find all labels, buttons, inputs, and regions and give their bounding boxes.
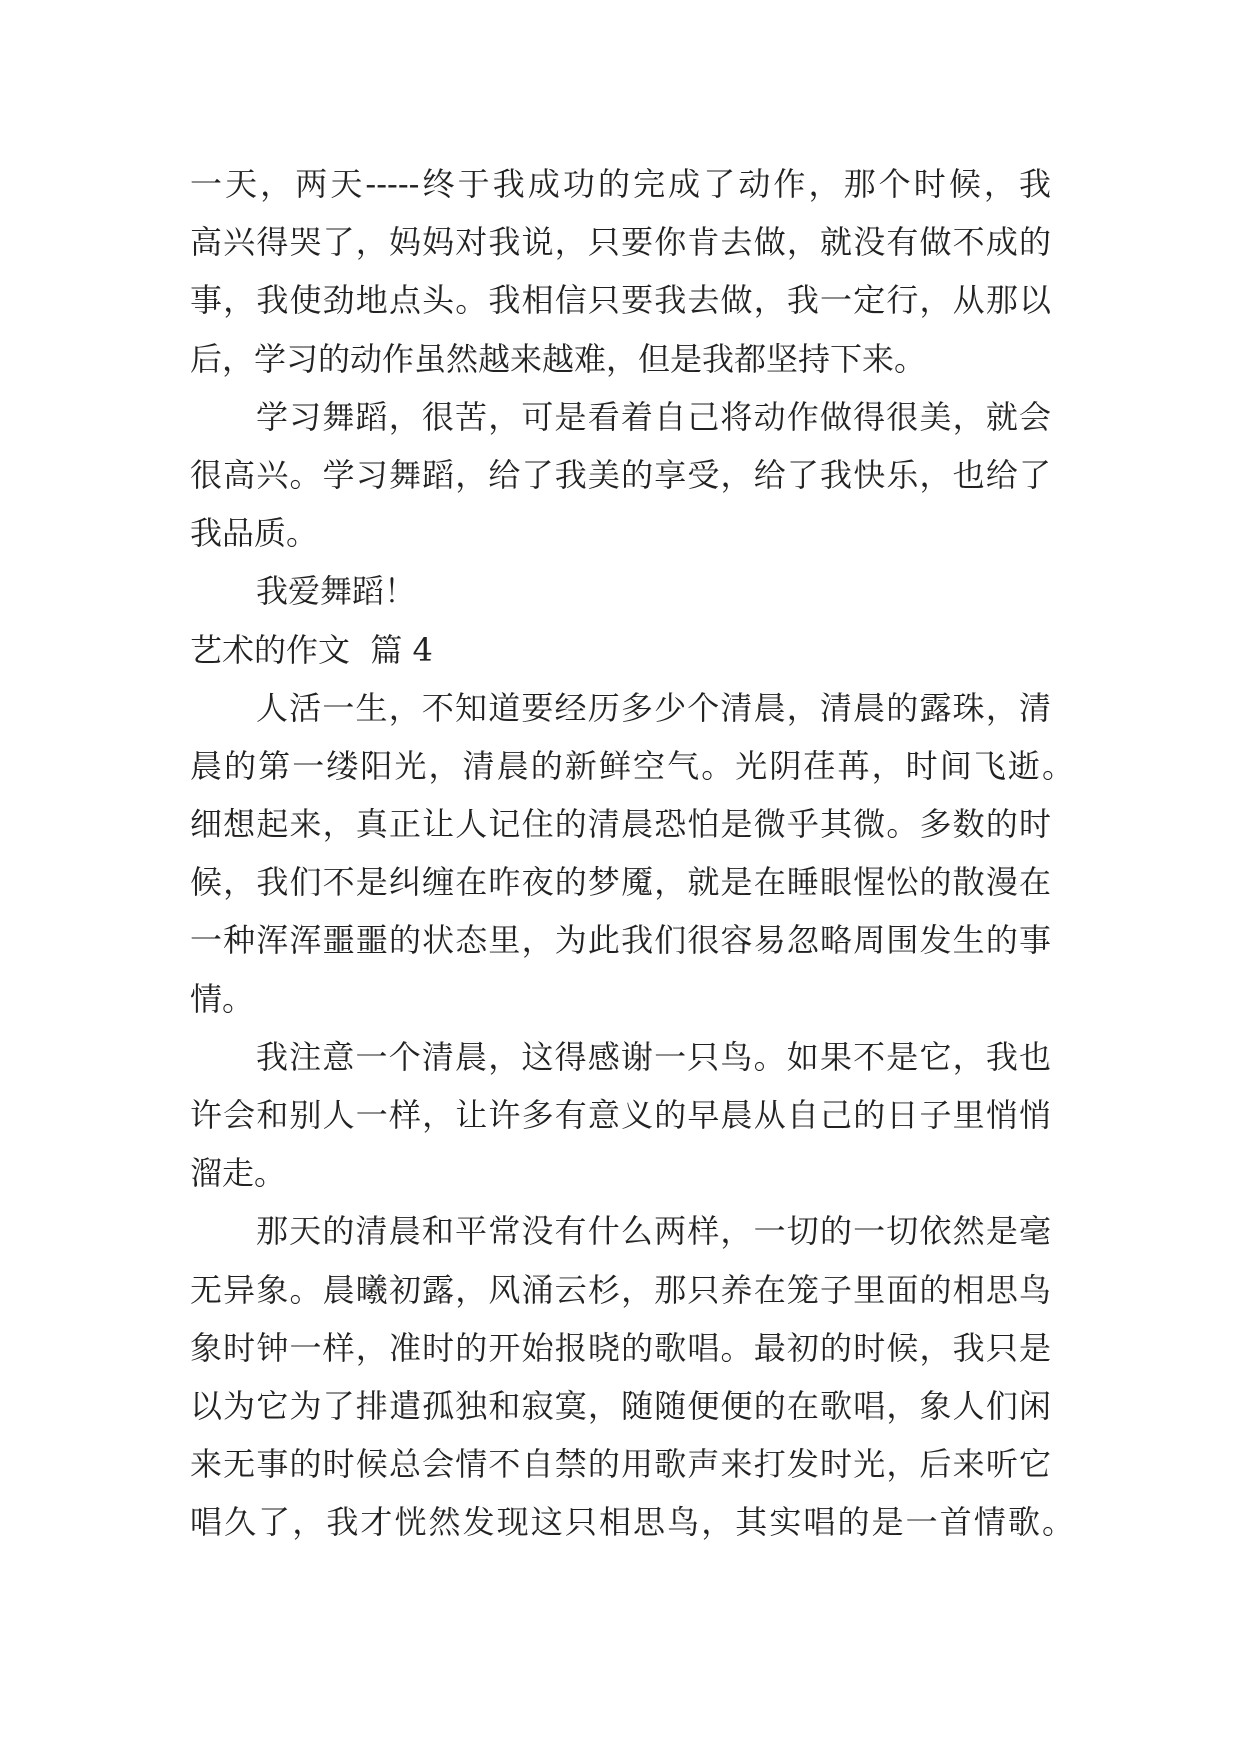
paragraph (190, 679, 1074, 1028)
text-line: 学习舞蹈，很苦，可是看着自己将动作做得很美，就会 (256, 397, 1051, 436)
paragraph (190, 388, 1051, 563)
text-line: 情。 (190, 979, 255, 1018)
essay-section (190, 621, 1074, 1552)
text-line: 事，我使劲地点头。我相信只要我去做，我一定行，从那以 (190, 281, 1051, 320)
text-line: 我品质。 (190, 514, 319, 553)
paragraph (190, 1028, 1051, 1203)
text-line: 象时钟一样，准时的开始报晓的歌唱。最初的时候，我只是 (190, 1328, 1051, 1367)
text-line: 一种浑浑噩噩的状态里，为此我们很容易忽略周围发生的事 (190, 921, 1051, 960)
text-line: 一天，两天-----终于我成功的完成了动作，那个时候，我 (190, 165, 1051, 203)
continued-text (190, 155, 1051, 621)
text-line: 候，我们不是纠缠在昨夜的梦魇，就是在睡眼惺忪的散漫在 (190, 863, 1051, 902)
text-line: 溜走。 (190, 1154, 287, 1193)
text-line: 唱久了，我才恍然发现这只相思鸟，其实唱的是一首情歌。 (190, 1503, 1074, 1542)
text-line: 来无事的时候总会情不自禁的用歌声来打发时光，后来听它 (190, 1445, 1051, 1484)
text-line: 晨的第一缕阳光，清晨的新鲜空气。光阴荏苒，时间飞逝。 (190, 746, 1074, 785)
text-line: 我注意一个清晨，这得感谢一只鸟。如果不是它，我也 (256, 1037, 1051, 1076)
paragraph (190, 155, 1051, 388)
paragraph (190, 1202, 1074, 1551)
text-line: 许会和别人一样，让许多有意义的早晨从自己的日子里悄悄 (190, 1096, 1051, 1134)
text-line: 细想起来，真正让人记住的清晨恐怕是微乎其微。多数的时 (190, 805, 1051, 844)
text-line: 人活一生，不知道要经历多少个清晨，清晨的露珠，清 (256, 688, 1051, 727)
text-line: 我爱舞蹈！ (256, 572, 417, 611)
paragraph (190, 562, 1051, 620)
text-line: 那天的清晨和平常没有什么两样，一切的一切依然是毫 (256, 1212, 1051, 1251)
text-line: 以为它为了排遣孤独和寂寞，随随便便的在歌唱，象人们闲 (190, 1386, 1051, 1425)
text-line: 后，学习的动作虽然越来越难，但是我都坚持下来。 (190, 339, 927, 378)
section-title: 艺术的作文 篇 4 (190, 630, 433, 669)
text-line: 很高兴。学习舞蹈，给了我美的享受，给了我快乐，也给了 (190, 455, 1051, 494)
text-line: 高兴得哭了，妈妈对我说，只要你肯去做，就没有做不成的 (190, 223, 1051, 262)
text-line: 无异象。晨曦初露，风涌云杉，那只养在笼子里面的相思鸟 (190, 1270, 1051, 1309)
